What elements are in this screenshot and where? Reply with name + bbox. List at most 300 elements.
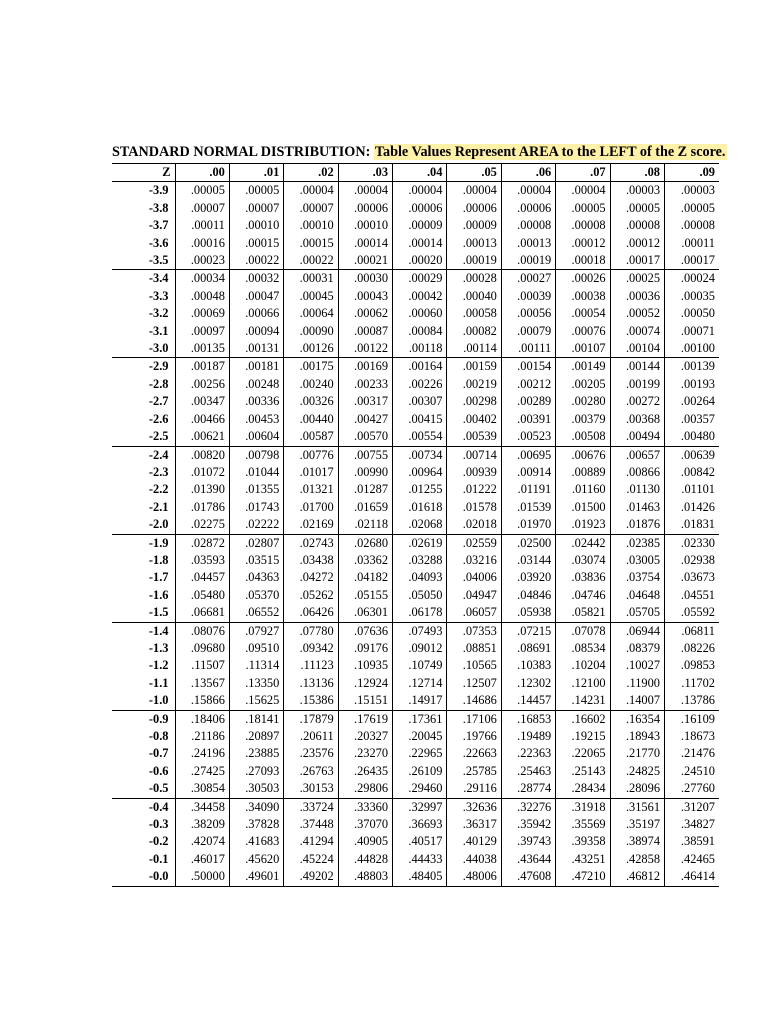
area-value-cell: .00024 <box>665 270 719 288</box>
z-value-cell: -3.1 <box>148 323 169 338</box>
area-value-cell: .01831 <box>665 516 719 534</box>
area-value-cell: .15866 <box>175 692 229 710</box>
area-value-cell: .00368 <box>610 411 664 428</box>
z-value-cell: -0.8 <box>148 729 169 743</box>
area-value-cell: .21476 <box>665 745 719 762</box>
z-value-cell: -0.9 <box>112 710 175 728</box>
area-value-cell: .07780 <box>284 622 338 640</box>
area-value-cell: .27760 <box>665 780 719 798</box>
area-value-cell: .09680 <box>175 640 229 657</box>
area-value-cell: .00939 <box>447 464 501 481</box>
area-value-cell: .44433 <box>393 851 447 868</box>
header-col-00: .00 <box>175 164 229 182</box>
area-value-cell: .46414 <box>665 868 719 886</box>
area-value-cell: .08851 <box>447 640 501 657</box>
area-value-cell: .14231 <box>556 692 610 710</box>
area-value-cell: .00570 <box>338 428 392 446</box>
area-value-cell: .00008 <box>610 217 664 234</box>
area-value-cell: .39743 <box>501 833 555 850</box>
area-value-cell: .02018 <box>447 516 501 534</box>
area-value-cell: .00017 <box>665 252 719 270</box>
area-value-cell: .12100 <box>556 675 610 692</box>
area-value-cell: .00045 <box>284 288 338 305</box>
area-value-cell: .00071 <box>665 323 719 340</box>
area-value-cell: .15625 <box>229 692 283 710</box>
area-value-cell: .08534 <box>556 640 610 657</box>
area-value-cell: .00164 <box>393 358 447 376</box>
z-value-cell: -1.6 <box>148 587 169 602</box>
area-value-cell: .17361 <box>393 710 447 728</box>
area-value-cell: .23885 <box>229 745 283 762</box>
area-value-cell: .10935 <box>338 657 392 674</box>
area-value-cell: .00087 <box>338 323 392 340</box>
area-value-cell: .00043 <box>338 288 392 305</box>
area-value-cell: .12507 <box>447 675 501 692</box>
z-value-cell: -3.8 <box>148 200 169 215</box>
area-value-cell: .15386 <box>284 692 338 710</box>
area-value-cell: .02619 <box>393 534 447 552</box>
area-value-cell: .00126 <box>284 340 338 358</box>
area-value-cell: .00427 <box>338 411 392 428</box>
area-value-cell: .04457 <box>175 569 229 586</box>
area-value-cell: .31918 <box>556 798 610 816</box>
area-value-cell: .27093 <box>229 763 283 780</box>
area-value-cell: .10383 <box>501 657 555 674</box>
area-value-cell: .17619 <box>338 710 392 728</box>
area-value-cell: .43644 <box>501 851 555 868</box>
area-value-cell: .00289 <box>501 393 555 410</box>
area-value-cell: .00004 <box>501 182 555 200</box>
z-value-cell: -3.5 <box>148 253 169 268</box>
area-value-cell: .03673 <box>665 569 719 586</box>
area-value-cell: .32636 <box>447 798 501 816</box>
area-value-cell: .00169 <box>338 358 392 376</box>
area-value-cell: .16602 <box>556 710 610 728</box>
area-value-cell: .00776 <box>284 446 338 464</box>
area-value-cell: .00021 <box>338 252 392 270</box>
area-value-cell: .37070 <box>338 816 392 833</box>
area-value-cell: .02068 <box>393 516 447 534</box>
z-value-cell: -0.4 <box>112 798 175 816</box>
table-row <box>112 393 719 410</box>
z-value-cell: -1.2 <box>148 658 169 673</box>
area-value-cell: .38591 <box>665 833 719 850</box>
area-value-cell: .41294 <box>284 833 338 850</box>
area-value-cell: .00029 <box>393 270 447 288</box>
area-value-cell: .02500 <box>501 534 555 552</box>
area-value-cell: .00034 <box>175 270 229 288</box>
area-value-cell: .16109 <box>665 710 719 728</box>
area-value-cell: .16354 <box>610 710 664 728</box>
table-row <box>112 428 719 446</box>
area-value-cell: .39358 <box>556 833 610 850</box>
area-value-cell: .00104 <box>610 340 664 358</box>
area-value-cell: .01130 <box>610 481 664 498</box>
area-value-cell: .50000 <box>175 868 229 886</box>
area-value-cell: .00256 <box>175 376 229 393</box>
area-value-cell: .44038 <box>447 851 501 868</box>
area-value-cell: .00604 <box>229 428 283 446</box>
area-value-cell: .00193 <box>665 376 719 393</box>
area-value-cell: .40517 <box>393 833 447 850</box>
area-value-cell: .00480 <box>665 428 719 446</box>
area-value-cell: .03438 <box>284 552 338 569</box>
table-row <box>112 728 719 745</box>
table-row <box>112 446 719 464</box>
area-value-cell: .14686 <box>447 692 501 710</box>
area-value-cell: .45620 <box>229 851 283 868</box>
table-row <box>112 640 719 657</box>
table-header <box>112 164 719 182</box>
area-value-cell: .00079 <box>501 323 555 340</box>
area-value-cell: .06944 <box>610 622 664 640</box>
area-value-cell: .05938 <box>501 604 555 622</box>
area-value-cell: .29460 <box>393 780 447 798</box>
area-value-cell: .00842 <box>665 464 719 481</box>
area-value-cell: .45224 <box>284 851 338 868</box>
area-value-cell: .06552 <box>229 604 283 622</box>
area-value-cell: .25143 <box>556 763 610 780</box>
area-value-cell: .47608 <box>501 868 555 886</box>
area-value-cell: .05705 <box>610 604 664 622</box>
area-value-cell: .06057 <box>447 604 501 622</box>
table-row <box>112 481 719 498</box>
z-value-cell: -2.0 <box>148 517 169 532</box>
area-value-cell: .00022 <box>229 252 283 270</box>
area-value-cell: .26109 <box>393 763 447 780</box>
area-value-cell: .25785 <box>447 763 501 780</box>
area-value-cell: .02559 <box>447 534 501 552</box>
area-value-cell: .01255 <box>393 481 447 498</box>
z-value-cell: -0.7 <box>148 746 169 761</box>
area-value-cell: .00015 <box>284 235 338 252</box>
area-value-cell: .00042 <box>393 288 447 305</box>
area-value-cell: .00734 <box>393 446 447 464</box>
table-row <box>112 675 719 692</box>
area-value-cell: .43251 <box>556 851 610 868</box>
area-value-cell: .36693 <box>393 816 447 833</box>
area-value-cell: .02222 <box>229 516 283 534</box>
area-value-cell: .00100 <box>665 340 719 358</box>
table-body <box>112 182 719 886</box>
area-value-cell: .12714 <box>393 675 447 692</box>
area-value-cell: .38974 <box>610 833 664 850</box>
area-value-cell: .35942 <box>501 816 555 833</box>
area-value-cell: .36317 <box>447 816 501 833</box>
z-value-cell: -2.8 <box>148 376 169 391</box>
area-value-cell: .00248 <box>229 376 283 393</box>
area-value-cell: .00056 <box>501 305 555 322</box>
area-value-cell: .06426 <box>284 604 338 622</box>
area-value-cell: .00004 <box>284 182 338 200</box>
table-row <box>112 622 719 640</box>
area-value-cell: .00009 <box>393 217 447 234</box>
area-value-cell: .00011 <box>175 217 229 234</box>
z-value-cell: -1.7 <box>148 570 169 585</box>
table-row <box>112 411 719 428</box>
area-value-cell: .00107 <box>556 340 610 358</box>
area-value-cell: .02442 <box>556 534 610 552</box>
area-value-cell: .08226 <box>665 640 719 657</box>
area-value-cell: .00175 <box>284 358 338 376</box>
area-value-cell: .48405 <box>393 868 447 886</box>
area-value-cell: .00076 <box>556 323 610 340</box>
area-value-cell: .34458 <box>175 798 229 816</box>
z-value-cell: -2.9 <box>112 358 175 376</box>
area-value-cell: .00755 <box>338 446 392 464</box>
area-value-cell: .09176 <box>338 640 392 657</box>
area-value-cell: .25463 <box>501 763 555 780</box>
area-value-cell: .02743 <box>284 534 338 552</box>
area-value-cell: .00007 <box>284 200 338 217</box>
area-value-cell: .00379 <box>556 411 610 428</box>
area-value-cell: .00820 <box>175 446 229 464</box>
area-value-cell: .00199 <box>610 376 664 393</box>
area-value-cell: .01390 <box>175 481 229 498</box>
area-value-cell: .00069 <box>175 305 229 322</box>
header-row <box>112 164 719 182</box>
area-value-cell: .00004 <box>393 182 447 200</box>
area-value-cell: .00012 <box>610 235 664 252</box>
area-value-cell: .00695 <box>501 446 555 464</box>
area-value-cell: .10027 <box>610 657 664 674</box>
area-value-cell: .00014 <box>393 235 447 252</box>
area-value-cell: .00060 <box>393 305 447 322</box>
table-row <box>112 692 719 710</box>
area-value-cell: .00038 <box>556 288 610 305</box>
area-value-cell: .21770 <box>610 745 664 762</box>
z-value-cell: -3.0 <box>148 341 169 356</box>
area-value-cell: .07353 <box>447 622 501 640</box>
table-row <box>112 252 719 270</box>
area-value-cell: .01659 <box>338 499 392 516</box>
area-value-cell: .00027 <box>501 270 555 288</box>
area-value-cell: .00004 <box>338 182 392 200</box>
z-value-cell: -3.4 <box>112 270 175 288</box>
area-value-cell: .06681 <box>175 604 229 622</box>
area-value-cell: .00003 <box>665 182 719 200</box>
area-value-cell: .31207 <box>665 798 719 816</box>
area-value-cell: .03144 <box>501 552 555 569</box>
area-value-cell: .12302 <box>501 675 555 692</box>
area-value-cell: .00280 <box>556 393 610 410</box>
area-value-cell: .49202 <box>284 868 338 886</box>
area-value-cell: .01876 <box>610 516 664 534</box>
area-value-cell: .00453 <box>229 411 283 428</box>
area-value-cell: .07636 <box>338 622 392 640</box>
area-value-cell: .00014 <box>338 235 392 252</box>
header-col-08: .08 <box>610 164 664 182</box>
area-value-cell: .01923 <box>556 516 610 534</box>
area-value-cell: .04551 <box>665 587 719 604</box>
area-value-cell: .01017 <box>284 464 338 481</box>
header-col-04: .04 <box>393 164 447 182</box>
area-value-cell: .22663 <box>447 745 501 762</box>
area-value-cell: .24196 <box>175 745 229 762</box>
area-value-cell: .05821 <box>556 604 610 622</box>
area-value-cell: .00587 <box>284 428 338 446</box>
area-value-cell: .46812 <box>610 868 664 886</box>
area-value-cell: .04093 <box>393 569 447 586</box>
area-value-cell: .00017 <box>610 252 664 270</box>
area-value-cell: .00062 <box>338 305 392 322</box>
area-value-cell: .00347 <box>175 393 229 410</box>
header-z: Z <box>112 164 175 182</box>
table-row <box>112 182 719 200</box>
table-row <box>112 657 719 674</box>
table-row <box>112 464 719 481</box>
area-value-cell: .02680 <box>338 534 392 552</box>
area-value-cell: .22363 <box>501 745 555 762</box>
area-value-cell: .00226 <box>393 376 447 393</box>
area-value-cell: .00657 <box>610 446 664 464</box>
area-value-cell: .00187 <box>175 358 229 376</box>
area-value-cell: .00010 <box>284 217 338 234</box>
area-value-cell: .00240 <box>284 376 338 393</box>
area-value-cell: .00035 <box>665 288 719 305</box>
area-value-cell: .00006 <box>447 200 501 217</box>
area-value-cell: .17106 <box>447 710 501 728</box>
area-value-cell: .01578 <box>447 499 501 516</box>
area-value-cell: .00005 <box>175 182 229 200</box>
area-value-cell: .13786 <box>665 692 719 710</box>
table-row <box>112 235 719 252</box>
area-value-cell: .00154 <box>501 358 555 376</box>
table-row <box>112 710 719 728</box>
area-value-cell: .00052 <box>610 305 664 322</box>
area-value-cell: .27425 <box>175 763 229 780</box>
area-value-cell: .42858 <box>610 851 664 868</box>
area-value-cell: .09342 <box>284 640 338 657</box>
area-value-cell: .09510 <box>229 640 283 657</box>
area-value-cell: .31561 <box>610 798 664 816</box>
area-value-cell: .00889 <box>556 464 610 481</box>
area-value-cell: .00219 <box>447 376 501 393</box>
area-value-cell: .00019 <box>501 252 555 270</box>
table-row <box>112 288 719 305</box>
area-value-cell: .00990 <box>338 464 392 481</box>
area-value-cell: .00036 <box>610 288 664 305</box>
area-value-cell: .01463 <box>610 499 664 516</box>
area-value-cell: .00006 <box>338 200 392 217</box>
area-value-cell: .00212 <box>501 376 555 393</box>
z-value-cell: -1.5 <box>148 605 169 620</box>
area-value-cell: .04648 <box>610 587 664 604</box>
z-value-cell: -2.6 <box>148 411 169 426</box>
area-value-cell: .00233 <box>338 376 392 393</box>
area-value-cell: .16853 <box>501 710 555 728</box>
area-value-cell: .03515 <box>229 552 283 569</box>
area-value-cell: .03836 <box>556 569 610 586</box>
table-row <box>112 780 719 798</box>
area-value-cell: .00082 <box>447 323 501 340</box>
area-value-cell: .12924 <box>338 675 392 692</box>
area-value-cell: .15151 <box>338 692 392 710</box>
area-value-cell: .02169 <box>284 516 338 534</box>
area-value-cell: .19766 <box>447 728 501 745</box>
area-value-cell: .00440 <box>284 411 338 428</box>
area-value-cell: .09853 <box>665 657 719 674</box>
area-value-cell: .49601 <box>229 868 283 886</box>
area-value-cell: .05050 <box>393 587 447 604</box>
area-value-cell: .32997 <box>393 798 447 816</box>
area-value-cell: .00048 <box>175 288 229 305</box>
area-value-cell: .22965 <box>393 745 447 762</box>
header-col-09: .09 <box>665 164 719 182</box>
area-value-cell: .00066 <box>229 305 283 322</box>
z-value-cell: -1.3 <box>148 640 169 655</box>
area-value-cell: .38209 <box>175 816 229 833</box>
z-value-cell: -0.0 <box>148 869 169 884</box>
area-value-cell: .10565 <box>447 657 501 674</box>
area-value-cell: .04846 <box>501 587 555 604</box>
area-value-cell: .00336 <box>229 393 283 410</box>
title-highlight: Table Values Represent AREA to the LEFT of the Z score. <box>374 144 726 160</box>
area-value-cell: .00523 <box>501 428 555 446</box>
z-value-cell: -3.6 <box>148 235 169 250</box>
area-value-cell: .00466 <box>175 411 229 428</box>
area-value-cell: .32276 <box>501 798 555 816</box>
table-row <box>112 604 719 622</box>
area-value-cell: .04272 <box>284 569 338 586</box>
area-value-cell: .01355 <box>229 481 283 498</box>
area-value-cell: .02385 <box>610 534 664 552</box>
area-value-cell: .44828 <box>338 851 392 868</box>
area-value-cell: .00494 <box>610 428 664 446</box>
area-value-cell: .19215 <box>556 728 610 745</box>
area-value-cell: .11314 <box>229 657 283 674</box>
area-value-cell: .00016 <box>175 235 229 252</box>
area-value-cell: .00006 <box>501 200 555 217</box>
area-value-cell: .11507 <box>175 657 229 674</box>
area-value-cell: .00402 <box>447 411 501 428</box>
area-value-cell: .00015 <box>229 235 283 252</box>
area-value-cell: .00964 <box>393 464 447 481</box>
z-value-cell: -1.9 <box>112 534 175 552</box>
area-value-cell: .00272 <box>610 393 664 410</box>
area-value-cell: .06301 <box>338 604 392 622</box>
area-value-cell: .02938 <box>665 552 719 569</box>
table-row <box>112 305 719 322</box>
area-value-cell: .00006 <box>393 200 447 217</box>
table-row <box>112 376 719 393</box>
area-value-cell: .00144 <box>610 358 664 376</box>
area-value-cell: .02872 <box>175 534 229 552</box>
area-value-cell: .01191 <box>501 481 555 498</box>
z-value-cell: -0.3 <box>148 817 169 832</box>
area-value-cell: .00714 <box>447 446 501 464</box>
area-value-cell: .00028 <box>447 270 501 288</box>
area-value-cell: .00798 <box>229 446 283 464</box>
area-value-cell: .18673 <box>665 728 719 745</box>
area-value-cell: .23270 <box>338 745 392 762</box>
area-value-cell: .21186 <box>175 728 229 745</box>
z-value-cell: -2.1 <box>148 499 169 514</box>
z-value-cell: -3.2 <box>148 306 169 321</box>
area-value-cell: .00013 <box>501 235 555 252</box>
area-value-cell: .03288 <box>393 552 447 569</box>
area-value-cell: .00020 <box>393 252 447 270</box>
area-value-cell: .01287 <box>338 481 392 498</box>
area-value-cell: .18406 <box>175 710 229 728</box>
area-value-cell: .07215 <box>501 622 555 640</box>
area-value-cell: .14007 <box>610 692 664 710</box>
area-value-cell: .00391 <box>501 411 555 428</box>
area-value-cell: .00004 <box>447 182 501 200</box>
area-value-cell: .13567 <box>175 675 229 692</box>
area-value-cell: .04363 <box>229 569 283 586</box>
area-value-cell: .30503 <box>229 780 283 798</box>
